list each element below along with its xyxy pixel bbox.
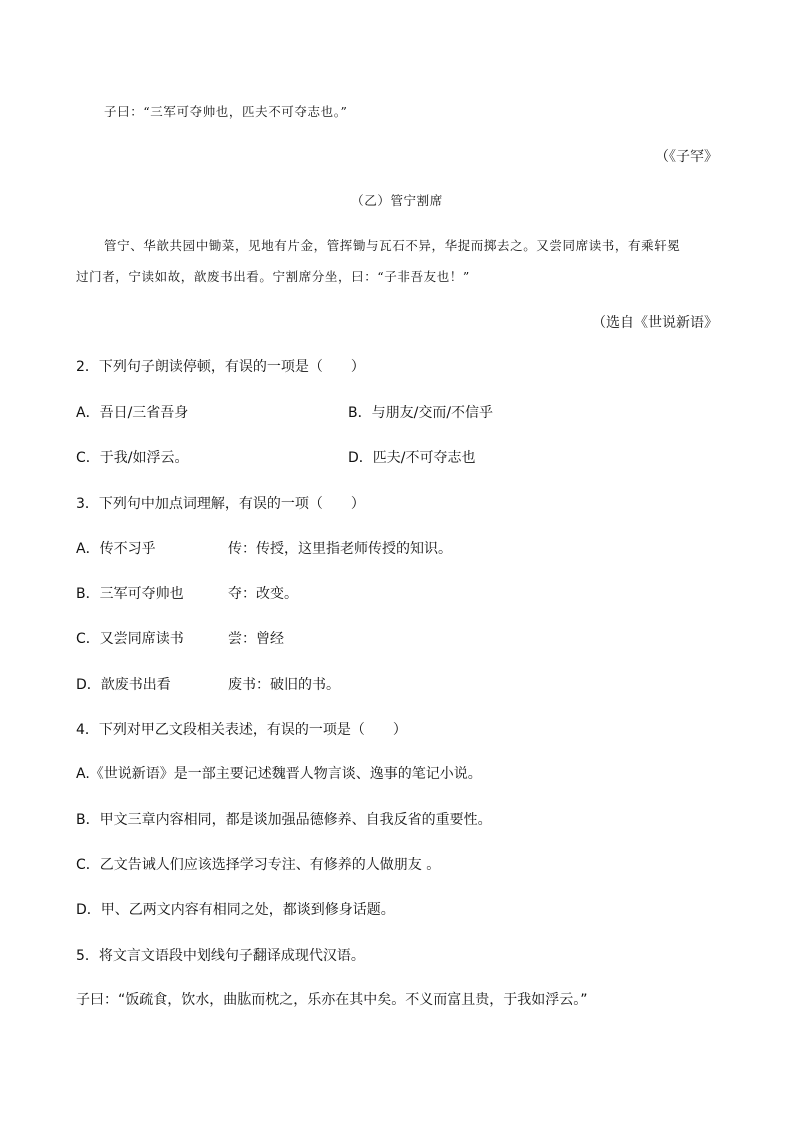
q3-stem: 3．下列句中加点词理解，有误的一项（ ） <box>76 496 365 512</box>
q4-option-c: C．乙文告诫人们应该选择学习专注、有修养的人做朋友 。 <box>76 857 441 873</box>
q2-option-c: C．于我/如浮云。 <box>76 450 189 466</box>
passage-body-line-2: 过门者，宁读如故，歆废书出看。宁割席分坐，曰：“子非吾友也！” <box>76 269 470 284</box>
q5-quote: 子曰：“饭疏食，饮水，曲肱而枕之，乐亦在其中矣。不义而富且贵，于我如浮云。” <box>76 992 588 1008</box>
q4-option-d: D．甲、乙两文内容有相同之处，都谈到修身话题。 <box>76 902 395 918</box>
q4-stem: 4．下列对甲乙文段相关表述，有误的一项是（ ） <box>76 722 407 738</box>
passage-subtitle: （乙）管宁割席 <box>351 193 443 208</box>
q3-option-c-gloss: 尝：曾经 <box>228 631 284 647</box>
q3-option-c-label: C．又尝同席读书 <box>76 631 184 647</box>
source-zihan: （《子罕》 <box>655 149 718 165</box>
q4-option-a: A.《世说新语》是一部主要记述魏晋人物言谈、逸事的笔记小说。 <box>76 766 482 782</box>
q5-stem: 5．将文言文语段中划线句子翻译成现代汉语。 <box>76 948 365 964</box>
q2-option-d: D．匹夫/不可夺志也 <box>348 450 476 466</box>
q4-option-b: B．甲文三章内容相同，都是谈加强品德修养、自我反省的重要性。 <box>76 812 492 828</box>
q2-stem: 2．下列句子朗读停顿，有误的一项是（ ） <box>76 359 365 375</box>
q3-option-d-gloss: 废书：破旧的书。 <box>228 677 340 693</box>
passage-body-line-1: 管宁、华歆共园中锄菜，见地有片金，管挥锄与瓦石不异，华捉而掷去之。又尝同席读书，有乘轩冕 <box>104 238 681 253</box>
q3-option-d-label: D．歆废书出看 <box>76 677 171 693</box>
q3-option-a-gloss: 传：传授，这里指老师传授的知识。 <box>228 541 452 557</box>
q2-option-a: A．吾日/三省吾身 <box>76 405 189 421</box>
q2-option-b: B．与朋友/交而/不信乎 <box>348 405 494 421</box>
q3-option-a-label: A．传不习乎 <box>76 541 156 557</box>
q3-option-b-gloss: 夺：改变。 <box>228 586 298 602</box>
passage-quote: 子曰：“三军可夺帅也，匹夫不可夺志也。” <box>104 104 348 119</box>
q3-option-b-label: B．三军可夺帅也 <box>76 586 184 602</box>
source-shishuo: （选自《世说新语》 <box>592 315 718 331</box>
